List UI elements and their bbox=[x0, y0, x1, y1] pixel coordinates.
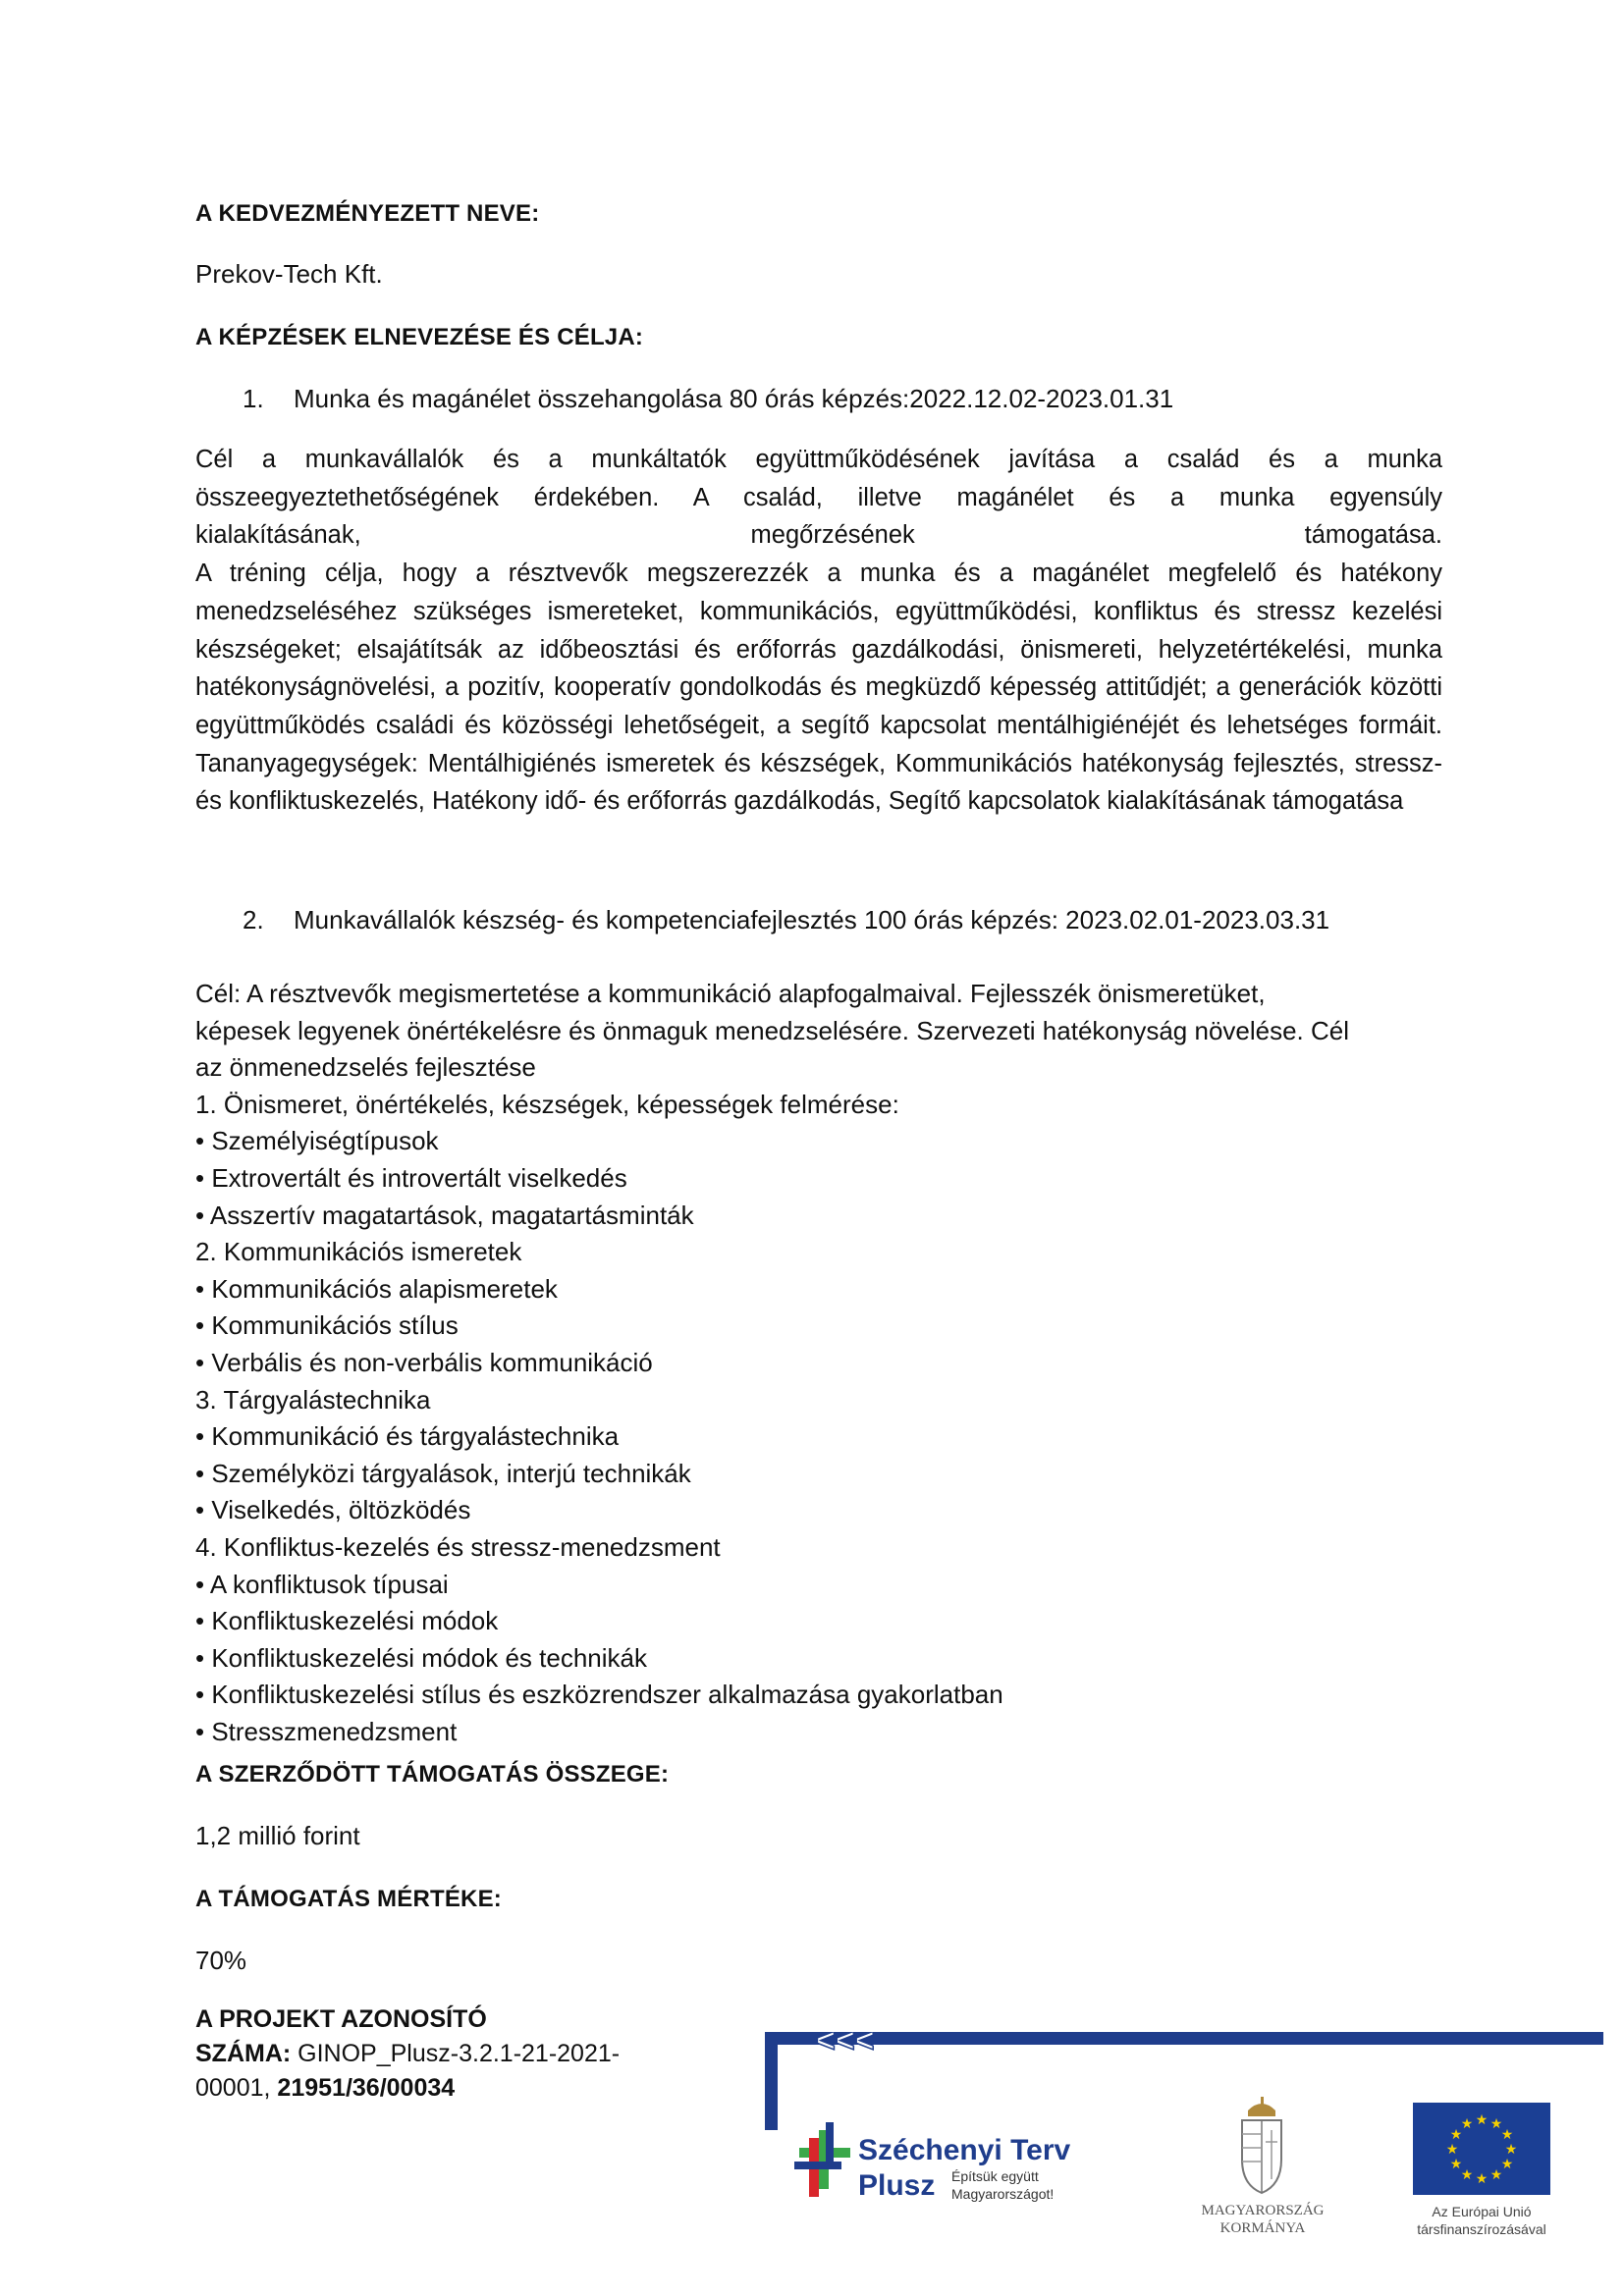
eu-star: ★ bbox=[1475, 2112, 1489, 2128]
grant-rate-heading: A TÁMOGATÁS MÉRTÉKE: bbox=[195, 1886, 502, 1912]
eu-star: ★ bbox=[1445, 2142, 1459, 2158]
training-2-line: 2. Kommunikációs ismeretek bbox=[195, 1237, 522, 1267]
szechenyi-slogan-1: Építsük együtt bbox=[951, 2168, 1039, 2184]
training-2-line: • Konfliktuskezelési módok bbox=[195, 1606, 499, 1636]
frame-left-bar bbox=[765, 2032, 778, 2130]
gov-line-2: KORMÁNYA bbox=[1219, 2220, 1306, 2236]
szechenyi-cross-icon bbox=[794, 2122, 850, 2197]
training-2-line: 3. Tárgyalástechnika bbox=[195, 1384, 431, 1415]
eu-star: ★ bbox=[1475, 2171, 1489, 2187]
beneficiary-heading: A KEDVEZMÉNYEZETT NEVE: bbox=[195, 200, 540, 227]
training-2-title bbox=[243, 905, 1329, 935]
eu-star: ★ bbox=[1500, 2127, 1514, 2143]
funding-logo-bar bbox=[765, 2032, 1603, 2248]
eu-star: ★ bbox=[1460, 2166, 1474, 2183]
szechenyi-plusz: Plusz bbox=[858, 2169, 936, 2202]
training-2-line: • Kommunikáció és tárgyalástechnika bbox=[195, 1421, 620, 1452]
training-2-line: az önmenedzselés fejlesztése bbox=[195, 1052, 536, 1083]
project-id-value-part1: GINOP_Plusz-3.2.1-21-2021- bbox=[291, 2040, 621, 2067]
grant-rate-value: 70% bbox=[195, 1946, 247, 1975]
szechenyi-slogan-2: Magyarországot! bbox=[951, 2186, 1055, 2202]
training-1-title bbox=[243, 384, 1173, 414]
grant-amount-heading: A SZERZŐDÖTT TÁMOGATÁS ÖSSZEGE: bbox=[195, 1761, 670, 1788]
trainings-heading: A KÉPZÉSEK ELNEVEZÉSE ÉS CÉLJA: bbox=[195, 324, 644, 350]
eu-star: ★ bbox=[1489, 2166, 1503, 2183]
training-1-description: A tréning célja, hogy a résztvevők megszerezzék a munka és a magánélet megfelelő és hatékony menedzseléséhez szükséges ismereteket, kommunikációs, együttműködési, konfliktus és stressz kezelési készségeket; elsajátítsák az időbeosztási és erőforrás gazdálkodási, önismereti, helyzetértékelési, munka hatékonyságnövelési, a pozitív, kooperatív gondolkodás és megküzdő képesség attitűdjét; a generációk közötti együttműködés családi és közösségi lehetőségeit, a segítő kapcsolat mentálhigiénéjét és lehetséges formáit. Tananyagegységek: Mentálhigiénés ismeretek és készségek, Kommunikációs hatékonyság fejlesztés, stressz- és konfliktuskezelés, Hatékony idő- és erőforrás gazdálkodás, Segítő kapcsolatok kialakításának támogatása bbox=[195, 560, 1442, 816]
training-2-line: Cél: A résztvevők megismertetése a kommunikáció alapfogalmaival. Fejlesszék önismeretüket, bbox=[195, 979, 1266, 1008]
grant-amount-value: 1,2 millió forint bbox=[195, 1821, 360, 1850]
training-2-line: • Viselkedés, öltözködés bbox=[195, 1495, 471, 1525]
project-id-label-line2: SZÁMA: bbox=[195, 2040, 292, 2067]
hungarian-coat-of-arms-icon bbox=[1242, 2097, 1281, 2193]
training-2-line: 4. Konfliktus-kezelés és stressz-menedzsment bbox=[195, 1531, 721, 1562]
project-id-number: 21951/36/00034 bbox=[277, 2074, 456, 2102]
training-1-goal-line: összeegyeztethetőségének érdekében. A család, illetve magánélet és a munka egyensúly bbox=[195, 483, 1442, 511]
eu-flag-icon bbox=[1413, 2103, 1550, 2195]
training-2-line: • Kommunikációs stílus bbox=[195, 1310, 459, 1341]
training-1-number: 1. bbox=[243, 384, 264, 413]
beneficiary-name: Prekov-Tech Kft. bbox=[195, 259, 383, 289]
training-2-line: • Személyiségtípusok bbox=[195, 1126, 439, 1156]
training-2-line: • Személyközi tárgyalások, interjú technikák bbox=[195, 1458, 691, 1488]
szechenyi-title: Széchenyi Terv bbox=[858, 2134, 1071, 2166]
training-2-number: 2. bbox=[243, 905, 264, 934]
training-1-title-text: Munka és magánélet összehangolása 80 órás képzés:2022.12.02-2023.01.31 bbox=[294, 384, 1174, 413]
eu-star: ★ bbox=[1449, 2157, 1463, 2172]
training-2-line: • Kommunikációs alapismeretek bbox=[195, 1273, 558, 1304]
project-id-value-part2: 00001, bbox=[195, 2074, 278, 2102]
frame-chevrons: <<< bbox=[816, 2032, 875, 2059]
training-2-title-text: Munkavállalók készség- és kompetenciafejlesztés 100 órás képzés: 2023.02.01-2023.03.31 bbox=[294, 905, 1330, 934]
training-2-line: • Stresszmenedzsment bbox=[195, 1716, 458, 1746]
training-2-content bbox=[195, 976, 1442, 1750]
funding-logos-svg bbox=[765, 2032, 1603, 2248]
training-1-goal bbox=[195, 441, 1442, 821]
training-2-line: • Konfliktuskezelési stílus és eszközrendszer alkalmazása gyakorlatban bbox=[195, 1680, 1003, 1710]
eu-star: ★ bbox=[1504, 2142, 1518, 2158]
training-2-line: 1. Önismeret, önértékelés, készségek, képességek felmérése: bbox=[195, 1089, 899, 1119]
eu-line-1: Az Európai Unió bbox=[1432, 2204, 1532, 2219]
training-2-line: képesek legyenek önértékelésre és önmaguk menedzselésére. Szervezeti hatékonyság növelése. Cél bbox=[195, 1015, 1350, 1045]
gov-line-1: MAGYARORSZÁG bbox=[1201, 2203, 1325, 2218]
eu-star: ★ bbox=[1489, 2116, 1503, 2133]
training-1-goal-line: kialakításának, megőrzésének támogatása. bbox=[195, 521, 1442, 550]
eu-star: ★ bbox=[1500, 2157, 1514, 2172]
training-2-line: • Konfliktuskezelési módok és technikák bbox=[195, 1642, 647, 1673]
project-id-block bbox=[195, 2002, 706, 2106]
project-id-label-line1: A PROJEKT AZONOSÍTÓ bbox=[195, 2005, 487, 2033]
training-2-line: • A konfliktusok típusai bbox=[195, 1569, 449, 1599]
eu-star: ★ bbox=[1449, 2127, 1463, 2143]
frame-top-bar bbox=[765, 2032, 1603, 2045]
training-1-goal-line: Cél a munkavállalók és a munkáltatók együttműködésének javítása a család és a munka bbox=[195, 446, 1442, 473]
training-2-line: • Extrovertált és introvertált viselkedés bbox=[195, 1162, 627, 1193]
eu-star: ★ bbox=[1460, 2116, 1474, 2133]
training-2-line: • Verbális és non-verbális kommunikáció bbox=[195, 1347, 653, 1377]
eu-line-2: társfinanszírozásával bbox=[1417, 2221, 1546, 2237]
training-2-line: • Asszertív magatartások, magatartásminták bbox=[195, 1200, 694, 1230]
